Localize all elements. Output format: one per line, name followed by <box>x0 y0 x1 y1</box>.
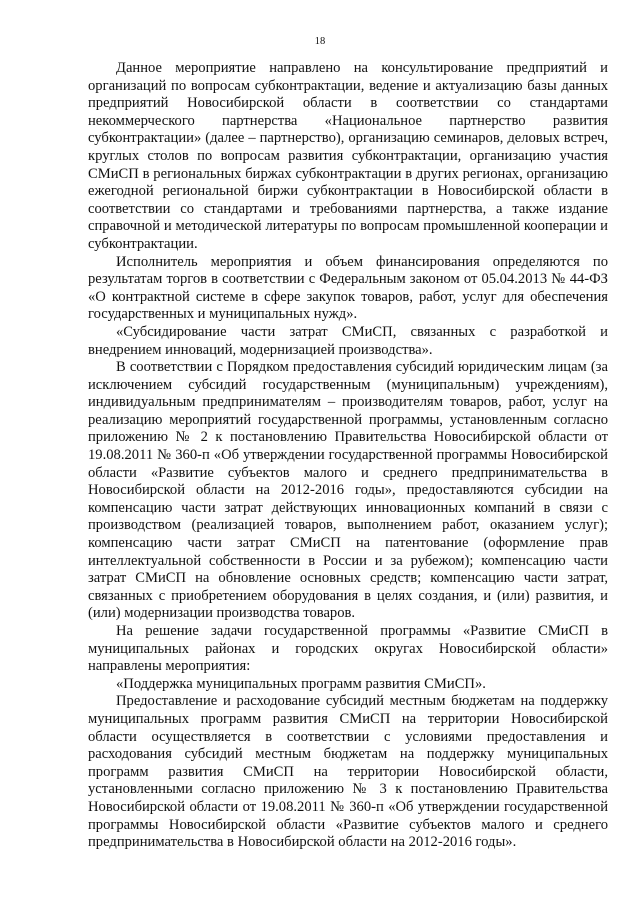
body-text <box>88 60 608 852</box>
paragraph-municipal-programs-title: «Поддержка муниципальных программ развития СМиСП». <box>116 675 486 692</box>
paragraph-subcontracting-consulting: Данное мероприятие направлено на консультирование предприятий и организаций по вопросам субконтрактации, ведение и актуализацию базы данных предприятий Новосибирской области в соответствии со стандартами некоммерческого партнерства «Национальное партнерство развития субконтрактации» (далее – партнерство), организацию семинаров, деловых встреч, круглых столов по вопросам развития субконтрактации, организацию участия СМиСП в региональных биржах субконтрактации в других регионах, организацию ежегодной региональной биржи субконтрактации в Новосибирской области в соответствии со стандартами и требованиями партнерства, а также издание справочной и методической литературы по вопросам промышленной кооперации и субконтрактации. <box>88 60 608 252</box>
page-number: 18 <box>314 36 326 47</box>
paragraph-contractor-financing: Исполнитель мероприятия и объем финансирования определяются по результатам торгов в соответствии с Федеральным законом от 05.04.2013 № 44-ФЗ «О контрактной системе в сфере закупок товаров, работ, услуг для обеспечения государственных и муниципальных нужд». <box>88 253 608 323</box>
paragraph-innovation-subsidy-title: «Субсидирование части затрат СМиСП, связанных с разработкой и внедрением инноваций, модернизацией производства». <box>88 323 608 358</box>
paragraph-municipal-task: На решение задачи государственной программы «Развитие СМиСП в муниципальных районах и городских округах Новосибирской области» направлены мероприятия: <box>88 623 608 675</box>
paragraph-subsidy-procedure: В соответствии с Порядком предоставления субсидий юридическим лицам (за исключением субсидий государственным (муниципальным) учреждениям), индивидуальным предпринимателям – производителям товаров, работ, услуг на реализацию мероприятий государственной программы, установленным согласно приложению № 2 к постановлению Правительства Новосибирской области от 19.08.2011 № 360-п «Об утверждении государственной программы Новосибирской области «Развитие субъектов малого и среднего предпринимательства в Новосибирской области на 2012-2016 годы», предоставляются субсидии на компенсацию части затрат действующих инновационных компаний в связи с производством (реализацией товаров, выполнением работ, оказанием услуг); компенсацию части затрат СМиСП на патентование (оформление прав интеллектуальной собственности в России и за рубежом); компенсацию части затрат СМиСП на обновление основных средств; компенсацию части затрат, связанных с приобретением оборудования в целях создания, и (или) развития, и (или) модернизации производства товаров. <box>88 359 608 622</box>
paragraph-municipal-subsidies: Предоставление и расходование субсидий местным бюджетам на поддержку муниципальных программ развития СМиСП на территории Новосибирской области осуществляется в соответствии с условиями предоставления и расходования субсидий местным бюджетам на поддержку муниципальных программ развития СМиСП на территории Новосибирской области, установленными согласно приложению № 3 к постановлению Правительства Новосибирской области от 19.08.2011 № 360-п «Об утверждении государственной программы Новосибирской области «Развитие субъектов малого и среднего предпринимательства в Новосибирской области на 2012-2016 годы». <box>88 693 608 851</box>
